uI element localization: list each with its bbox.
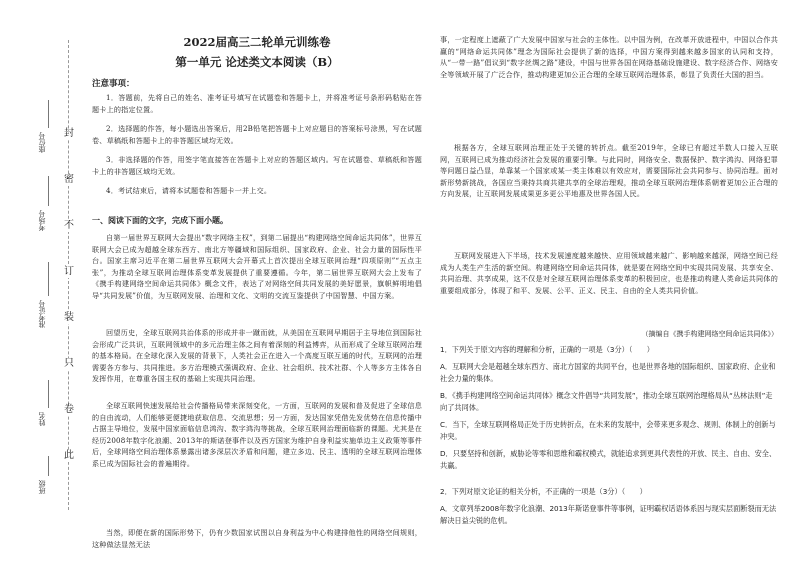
seal-char: 装 (64, 312, 74, 323)
notice-heading: 注意事项： (92, 79, 135, 89)
field-label-room: 考场号 (38, 210, 46, 231)
question-1-option-b: B．《携手构建网络空间命运共同体》概念文件倡导“共同发展”，推动全球互联网治理格局从“丛林法则”走向了共同体。 (440, 391, 773, 412)
passage-source: （摘编自《携手构建网络空间命运共同体》） (641, 330, 778, 338)
field-line (48, 100, 49, 128)
seal-char: 封 (64, 128, 74, 139)
section-heading: 一、阅读下面的文字，完成下面小题。 (92, 215, 228, 225)
field-label-seat: 座位号 (38, 132, 46, 153)
passage-paragraph: 全球互联网快速发展给社会传播格局带来深刻变化，一方面，互联网的发展和普及促进了全球信息的自由流动，人们能够更便捷地获取信息、交流思想；另一方面，发达国家凭借先发优势在信息传播中占据主导地位，发展中国家面临信息鸿沟、数字鸿沟等挑战，全球互联网治理面临新的课题。尤其是在经历2008年数字化浪潮、2013年的斯诺登事件以及西方国家为维护自身利益实施单边主义政策等事件后，全球网络空间治理体系暴露出诸多深层次矛盾和问题，建立多边、民主、透明的全球互联网治理体系已成为国际社会的普遍期待。 (92, 401, 422, 468)
passage-paragraph: 回望历史，全球互联网共治体系的形成并非一蹴而就，从美国在互联网早期居于主导地位到国际社会形成广泛共识，互联网领域中的多元治理主体之间有着深刻的利益博弈，从而形成了全球互联网治理的基本格局。在全球化深入发展的背景下，人类社会正在进入一个高度互联互通的时代，互联网的治理需要各方参与、共同推进。多方治理模式强调政府、企业、社会组织、技术社群、个人等多方主体各自发挥作用，在尊重各国主权的基础上实现共同治理。 (92, 328, 422, 384)
notice-item-3: 3．非选择题的作答，用签字笔直接答在答题卡上对应的答题区域内。写在试题卷、草稿纸和答题卡上的非答题区域均无效。 (92, 155, 422, 176)
notice-item-4: 4．考试结束后，请将本试题卷和答题卡一并上交。 (106, 186, 272, 195)
seal-char: 此 (64, 450, 74, 461)
question-1-option-c: C．当下，全球互联网格局正处于历史转折点，在未来的发展中，会带来更多观念、规则、体制上的创新与冲突。 (440, 420, 776, 441)
question-1-option-a: A．互联网大会是超越全球东西方、南北方国家的共同平台，也是世界各地的国际组织、国家政府、企业和社会力量的集体。 (440, 362, 776, 383)
exam-subtitle: 第一单元 论述类文本阅读（B） (175, 55, 339, 69)
notice-item-2: 2．选择题的作答，每小题选出答案后，用2B铅笔把答题卡上对应题目的答案标号涂黑，写在试题卷、草稿纸和答题卡上的非答题区域均无效。 (92, 124, 422, 145)
passage-paragraph: 当然，即便在新的国际形势下，仍有少数国家试图以自身利益为中心构建排他性的网络空间规则，这种做法显然无法 (92, 528, 422, 549)
exam-title: 2022届高三二轮单元训练卷 (183, 35, 331, 49)
passage-paragraph: 事，一定程度上遮蔽了广大发展中国家与社会的主体性。以中国为例，在改革开放进程中，中国以合作共赢的“网络命运共同体”理念为国际社会提供了新的选择，中国方案得到越来越多国家的认同和支持，从“一带一路”倡议到“数字丝绸之路”建设，中国与世界各国在网络基础设施建设、数字经济合作、网络安全等领域开展了广泛合作，推动构建更加公正合理的全球互联网治理体系，彰显了负责任大国的担当。 (440, 35, 778, 79)
seal-char: 密 (64, 174, 74, 185)
question-1-option-d: D．只要坚持和创新，威胁论等零和思维和霸权模式，就能追求到更具代表性的开放、民主、自由、安全、共赢。 (440, 449, 777, 470)
field-line (48, 176, 49, 206)
seal-char: 订 (64, 266, 74, 277)
field-line (48, 456, 49, 476)
seal-char: 不 (64, 220, 74, 231)
passage-paragraph: 自第一届世界互联网大会提出“数字网络主权”，到第二届提出“构建网络空间命运共同体”，世界互联网大会已成为超越全球东西方、南北方等疆域和国际组织、国家政府、企业、社会力量的国际性平台。国家主席习近平在第二届世界互联网大会开幕式上首次提出全球互联网治理“四项原则”“五点主张”，为推动全球互联网治理体系变革发展提供了重要遵循。今年，第二届世界互联网大会上发布了《携手构建网络空间命运共同体》概念文件，表达了对网络空间共同发展的美好愿景，旗帜鲜明地倡导“共同发展”价值，为互联网发展、治理和文化、文明的交流互鉴提供了中国智慧、中国方案。 (92, 233, 422, 300)
question-2-option-a: A．文章列举2008年数字化浪潮、2013年斯诺登事件等事例，证明霸权话语体系因与现实层面断裂而无法解决日益尖锐的危机。 (440, 504, 777, 525)
binding-margin (0, 0, 86, 562)
question-2-stem: 2．下列对原文论证的相关分析，不正确的一项是（3分）（ ） (440, 487, 647, 496)
field-line (48, 380, 49, 408)
notice-item-1: 1．答题前，先将自己的姓名、准考证号填写在试题卷和答题卡上，并将准考证号条形码粘贴在答题卡上的指定位置。 (92, 93, 422, 114)
seal-char: 卷 (64, 404, 74, 415)
passage-paragraph: 根据各方，全球互联网治理正处于关键的转折点。截至2019年，全球已有超过半数人口接入互联网，互联网已成为推动经济社会发展的重要引擎。与此同时，网络安全、数据保护、数字鸿沟、网络犯罪等问题日益凸显，单靠某一个国家或某一类主体难以有效应对，需要国际社会共同参与、协同治理。面对新形势新挑战，各国应当秉持共商共建共享的全球治理观，推动全球互联网治理体系朝着更加公正合理的方向发展，让互联网发展成果更多更公平地惠及世界各国人民。 (440, 143, 778, 199)
field-label-class: 班级 (38, 480, 46, 494)
passage-paragraph: 互联网发展进入下半场，技术发展速度越来越快、应用领域越来越广、影响越来越深，网络空间已经成为人类生产生活的新空间。构建网络空间命运共同体，就是要在网络空间中实现共同发展、共享安全、共同治理、共享成果，这不仅是对全球互联网治理体系变革的积极回应，也是推动构建人类命运共同体的重要组成部分，体现了和平、发展、公平、正义、民主、自由的全人类共同价值。 (440, 251, 778, 295)
field-line (48, 262, 49, 296)
question-1-stem: 1．下列关于原文内容的理解和分析，正确的一项是（3分）（ ） (440, 345, 654, 354)
field-label-exam-id: 准考证号 (38, 300, 46, 328)
seal-char: 只 (64, 358, 74, 369)
field-label-name: 姓名 (38, 412, 46, 426)
